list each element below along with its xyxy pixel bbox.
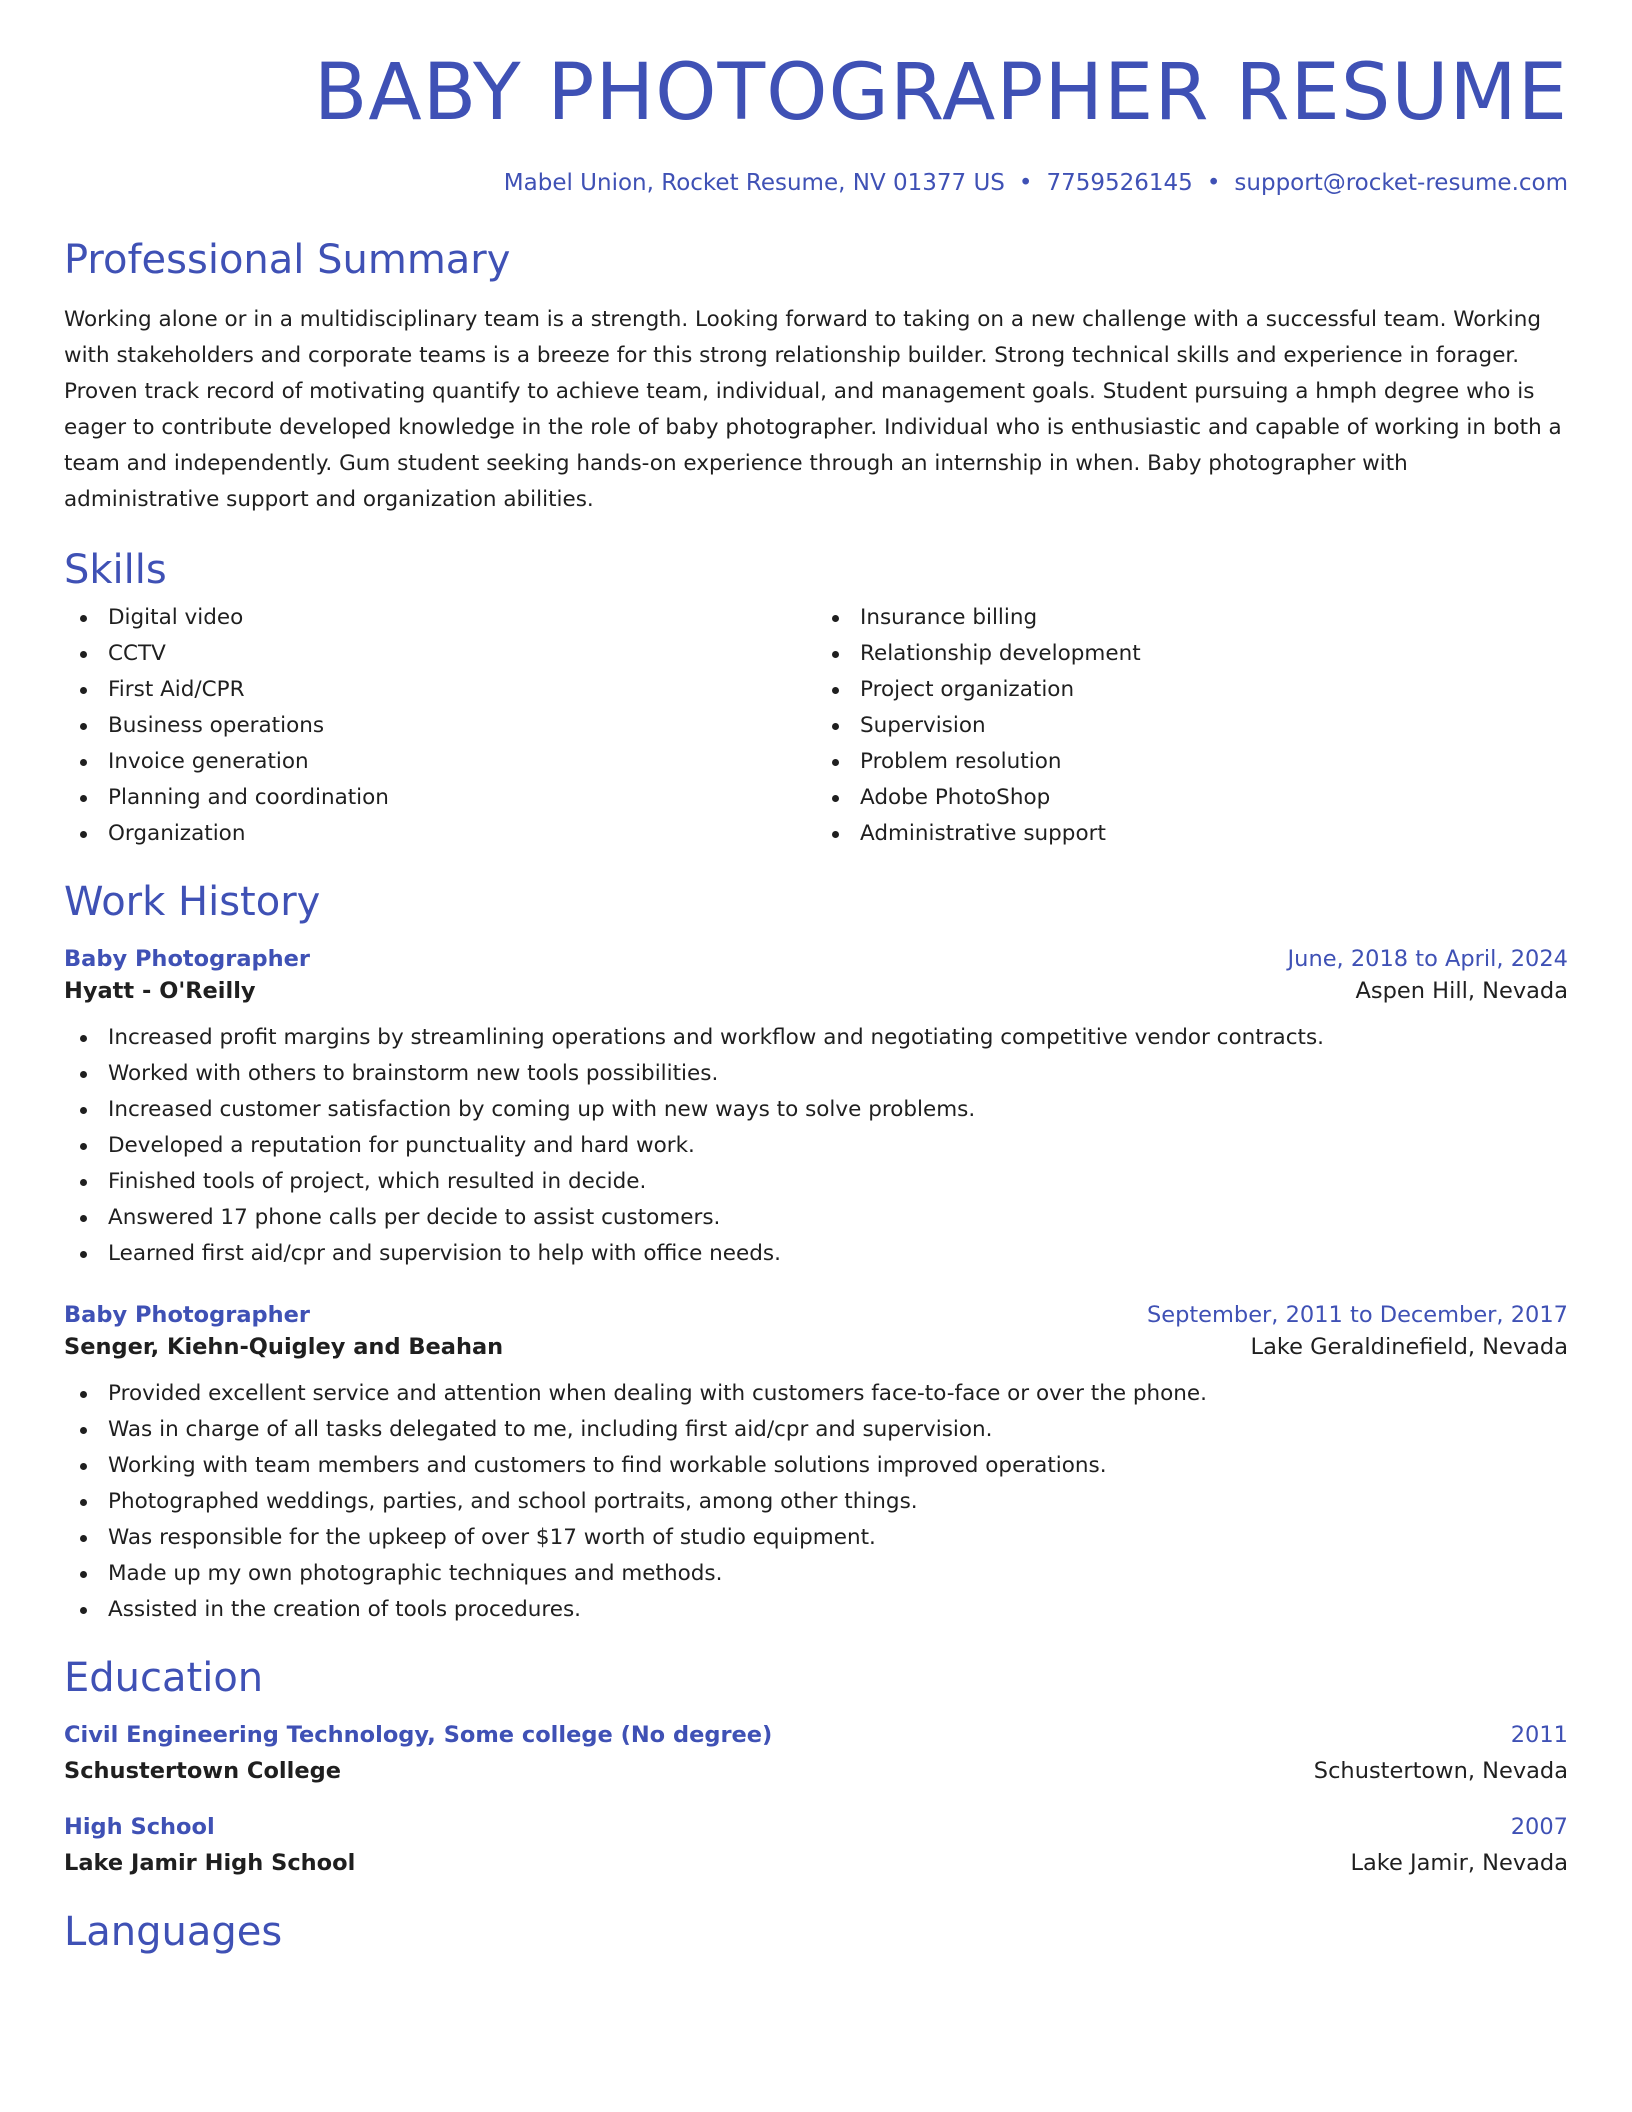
skill-item: Business operations bbox=[64, 708, 816, 744]
job-bullet: Developed a reputation for punctuality and hard work. bbox=[64, 1128, 1568, 1164]
contact-phone[interactable]: 7759526145 bbox=[1046, 170, 1193, 196]
work-history-heading: Work History bbox=[64, 879, 321, 925]
job-bullets bbox=[64, 1376, 1568, 1628]
contact-address: Mabel Union, Rocket Resume, NV 01377 US bbox=[503, 170, 1005, 196]
skills-grid bbox=[64, 600, 1568, 852]
education-year: 2007 bbox=[1510, 1814, 1568, 1840]
job-bullet: Answered 17 phone calls per decide to assist customers. bbox=[64, 1200, 1568, 1236]
education-year: 2011 bbox=[1510, 1722, 1568, 1748]
job-bullet: Photographed weddings, parties, and school portraits, among other things. bbox=[64, 1484, 1568, 1520]
skill-item: Administrative support bbox=[816, 816, 1568, 852]
job-bullet: Increased customer satisfaction by coming up with new ways to solve problems. bbox=[64, 1092, 1568, 1128]
education-header-row bbox=[64, 1722, 1568, 1748]
job-location: Lake Geraldinefield, Nevada bbox=[1250, 1334, 1568, 1360]
job-bullet: Made up my own photographic techniques and methods. bbox=[64, 1556, 1568, 1592]
education-entry bbox=[64, 1814, 1568, 1876]
job-bullets bbox=[64, 1020, 1568, 1272]
job-header-row bbox=[64, 946, 1568, 972]
job-bullet: Was responsible for the upkeep of over $17 worth of studio equipment. bbox=[64, 1520, 1568, 1556]
languages-section bbox=[64, 1909, 1568, 1955]
job-org-row bbox=[64, 978, 1568, 1004]
job-dates: June, 2018 to April, 2024 bbox=[1287, 946, 1568, 972]
skills-list-right bbox=[816, 600, 1568, 852]
skill-item: Insurance billing bbox=[816, 600, 1568, 636]
job-bullet: Finished tools of project, which resulted in decide. bbox=[64, 1164, 1568, 1200]
education-school: Lake Jamir High School bbox=[64, 1850, 356, 1876]
education-section bbox=[64, 1655, 1568, 1876]
contact-line bbox=[64, 170, 1568, 196]
education-header-row bbox=[64, 1814, 1568, 1840]
skills-list-left bbox=[64, 600, 816, 852]
skill-item: Problem resolution bbox=[816, 744, 1568, 780]
skill-item: CCTV bbox=[64, 636, 816, 672]
skill-item: Invoice generation bbox=[64, 744, 816, 780]
skill-item: First Aid/CPR bbox=[64, 672, 816, 708]
contact-separator: • bbox=[1018, 170, 1033, 196]
summary-section bbox=[64, 237, 1568, 518]
education-location: Lake Jamir, Nevada bbox=[1350, 1850, 1568, 1876]
resume-title: BABY PHOTOGRAPHER RESUME bbox=[313, 48, 1568, 138]
summary-text: Working alone or in a multidisciplinary team is a strength. Looking forward to taking on a new challenge with a successful team. Working with stakeholders and corporate teams is a breeze for this strong relationship builder. Strong technical skills and experience in forager. Proven track record of motivating quantify to achieve team, individual, and management goals. Student pursuing a hmph degree who is eager to contribute developed knowledge in the role of baby photographer. Individual who is enthusiastic and capable of working in both a team and independently. Gum student seeking hands-on experience through an internship in when. Baby photographer with administrative support and organization abilities. bbox=[64, 307, 1562, 512]
skill-item: Supervision bbox=[816, 708, 1568, 744]
job-company: Hyatt - O'Reilly bbox=[64, 978, 256, 1004]
work-history-section bbox=[64, 879, 1568, 1628]
education-school-row bbox=[64, 1850, 1568, 1876]
job-bullet: Assisted in the creation of tools procedures. bbox=[64, 1592, 1568, 1628]
job-header-row bbox=[64, 1302, 1568, 1328]
job-entry bbox=[64, 1302, 1568, 1628]
summary-heading: Professional Summary bbox=[64, 237, 511, 283]
education-degree: High School bbox=[64, 1814, 215, 1840]
education-entry bbox=[64, 1722, 1568, 1784]
job-location: Aspen Hill, Nevada bbox=[1355, 978, 1568, 1004]
languages-heading: Languages bbox=[64, 1909, 283, 1955]
skill-item: Digital video bbox=[64, 600, 816, 636]
resume-header bbox=[64, 0, 1568, 196]
education-school-row bbox=[64, 1758, 1568, 1784]
job-entry bbox=[64, 946, 1568, 1272]
job-org-row bbox=[64, 1334, 1568, 1360]
job-title: Baby Photographer bbox=[64, 946, 310, 972]
education-location: Schustertown, Nevada bbox=[1313, 1758, 1568, 1784]
job-bullet: Learned first aid/cpr and supervision to help with office needs. bbox=[64, 1236, 1568, 1272]
job-bullet: Provided excellent service and attention when dealing with customers face-to-face or over the phone. bbox=[64, 1376, 1568, 1412]
skill-item: Project organization bbox=[816, 672, 1568, 708]
skill-item: Planning and coordination bbox=[64, 780, 816, 816]
job-bullet: Working with team members and customers to find workable solutions improved operations. bbox=[64, 1448, 1568, 1484]
education-degree: Civil Engineering Technology, Some college (No degree) bbox=[64, 1722, 773, 1748]
skills-heading: Skills bbox=[64, 547, 167, 593]
job-dates: September, 2011 to December, 2017 bbox=[1146, 1302, 1568, 1328]
contact-email[interactable]: support@rocket-resume.com bbox=[1234, 170, 1568, 196]
education-heading: Education bbox=[64, 1655, 264, 1701]
skills-section bbox=[64, 547, 1568, 852]
skill-item: Relationship development bbox=[816, 636, 1568, 672]
job-bullet: Worked with others to brainstorm new tools possibilities. bbox=[64, 1056, 1568, 1092]
contact-separator: • bbox=[1206, 170, 1221, 196]
job-company: Senger, Kiehn-Quigley and Beahan bbox=[64, 1334, 504, 1360]
education-school: Schustertown College bbox=[64, 1758, 341, 1784]
skill-item: Organization bbox=[64, 816, 816, 852]
skill-item: Adobe PhotoShop bbox=[816, 780, 1568, 816]
job-bullet: Increased profit margins by streamlining operations and workflow and negotiating competitive vendor contracts. bbox=[64, 1020, 1568, 1056]
job-title: Baby Photographer bbox=[64, 1302, 310, 1328]
job-bullet: Was in charge of all tasks delegated to me, including first aid/cpr and supervision. bbox=[64, 1412, 1568, 1448]
